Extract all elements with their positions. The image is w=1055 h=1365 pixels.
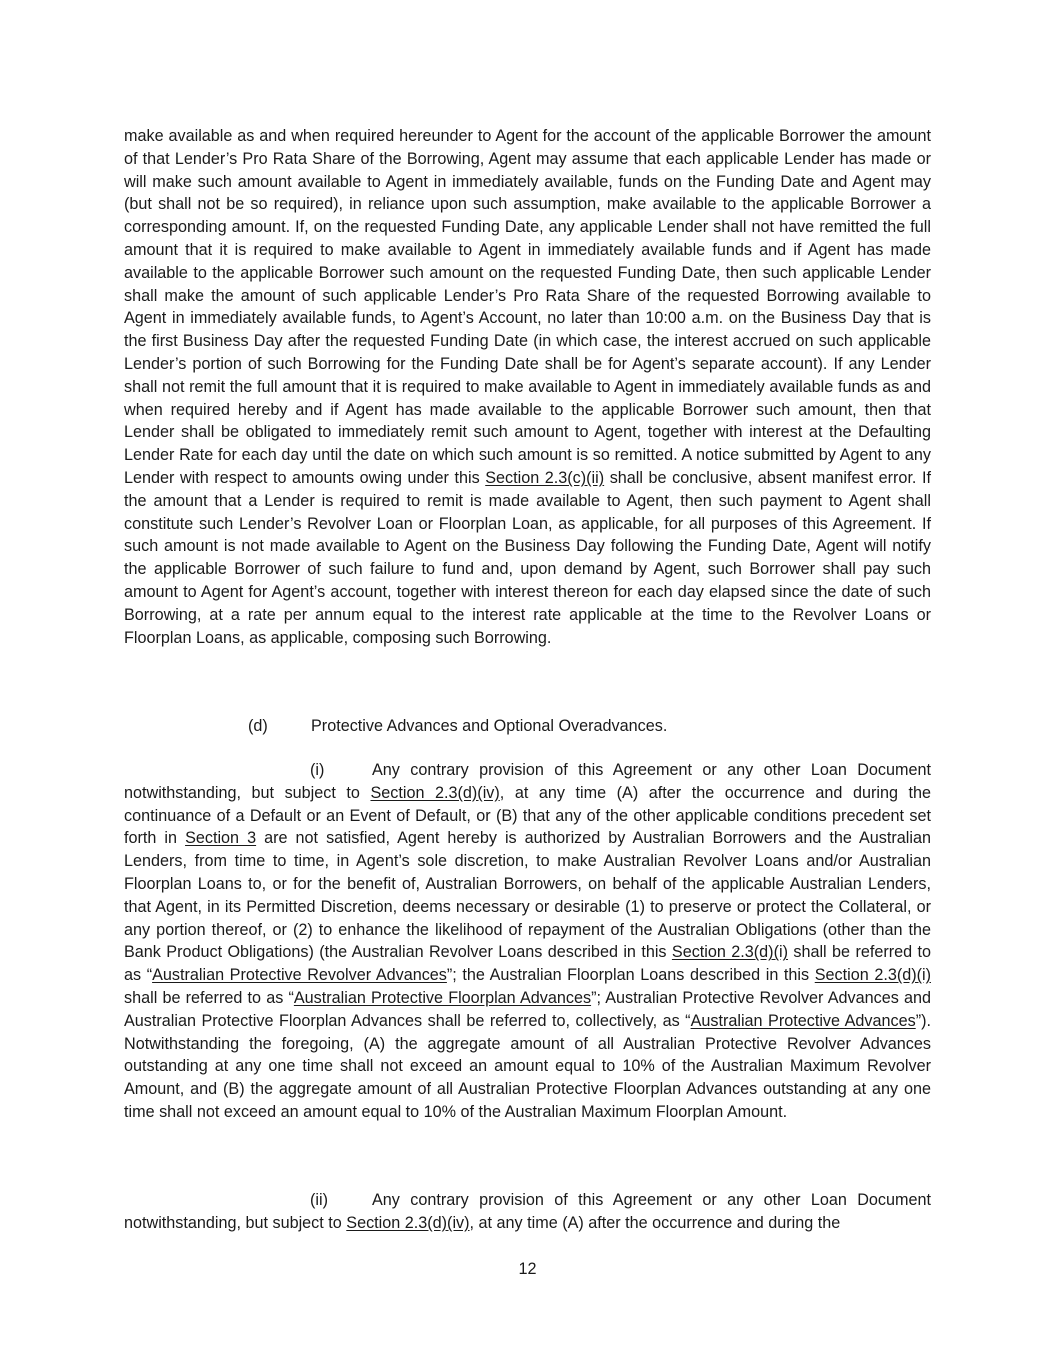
paragraph-section-2-3-d-ii [124, 1189, 931, 1235]
clause-label-i: (i) [310, 761, 325, 779]
defined-term-australian-protective-revolver-advances: Australian Protective Revolver Advances [152, 966, 447, 985]
section-reference-3: Section 3 [185, 829, 257, 848]
section-title-protective-advances: Protective Advances and Optional Overadvances. [311, 717, 668, 735]
paragraph-section-2-3-c-ii-continuation [124, 125, 931, 649]
paragraph-text: ”). Notwithstanding the foregoing, (A) the aggregate amount of all Australian Protective Revolver Advances outstanding at any one time shall not exceed an amount equal to 10% of the Australian Maximum Revolver Amount, and (B) the aggregate amount of all Australian Protective Floorplan Advances outstanding at any one time shall not exceed an amount equal to 10% of the Australian Maximum Floorplan Amount. [124, 1011, 931, 1121]
page-number: 12 [518, 1260, 537, 1278]
paragraph-text: ”; Australian Protective Revolver Advances and Australian Protective Floorplan Advances shall be referred to, collectively, as “ [124, 988, 931, 1030]
paragraph-text: Any contrary provision of this Agreement or any other Loan Document notwithstanding, but subject to [124, 1191, 931, 1232]
paragraph-text: make available as and when required hereunder to Agent for the account of the applicable Borrower the amount of that Lender’s Pro Rata Share of the Borrowing, Agent may assume that each applicable Lender has made or will make such amount available to Agent in immediately available, funds on the Funding Date and Agent may (but shall not be so required), in reliance upon such assumption, make available to the applicable Borrower a corresponding amount. If, on the requested Funding Date, any applicable Lender shall not have remitted the full amount that it is required to make available to Agent in immediately available funds and if Agent has made available to the applicable Borrower such amount on the requested Funding Date, then such applicable Lender shall make the amount of such applicable Lender’s Pro Rata Share of the requested Borrowing available to Agent in immediately available funds, to Agent’s Account, no later than 10:00 a.m. on the Business Day that is the first Business Day after the requested Funding Date (in which case, the interest accrued on such applicable Lender’s portion of such Borrowing for the Funding Date shall be for Agent’s separate account). If any Lender shall not remit the full amount that it is required to make available to Agent in immediately available funds as and when required hereby and if Agent has made available to the applicable Borrower such amount, then that Lender shall be obligated to immediately remit such amount to Agent, together with interest at the Defaulting Lender Rate for each day until the date on which such amount is so remitted. A notice submitted by Agent to any Lender with respect to amounts owing under this [124, 127, 931, 487]
paragraph-text: shall be referred to as “ [124, 988, 294, 1007]
section-reference-2-3-d-iv: Section 2.3(d)(iv) [370, 783, 500, 802]
section-reference-2-3-d-iv: Section 2.3(d)(iv) [346, 1213, 470, 1232]
section-reference-2-3-c-ii: Section 2.3(c)(ii) [485, 468, 605, 487]
paragraph-text: , at any time (A) after the occurrence and during the continuance of a Default or an Event of Default, or (B) that any of the other applicable conditions precedent set forth in [124, 783, 932, 848]
section-heading-d [248, 715, 667, 738]
defined-term-australian-protective-floorplan-advances: Australian Protective Floorplan Advances [293, 988, 592, 1007]
clause-label-ii: (ii) [310, 1191, 328, 1209]
paragraph-text: shall be referred to as “ [124, 943, 932, 985]
section-reference-2-3-d-i: Section 2.3(d)(i) [671, 943, 788, 962]
paragraph-text: are not satisfied, Agent hereby is authorized by Australian Borrowers and the Australian Lenders, from time to time, in Agent’s sole discretion, to make Australian Revolver Loans and/or Australian Floorplan Loans to, or for the benefit of, Australian Borrowers, on behalf of the applicable Australian Lenders, that Agent, in its Permitted Discretion, deems necessary or desirable (1) to preserve or protect the Collateral, or any portion thereof, or (2) to enhance the likelihood of repayment of the Australian Obligations (other than the Bank Product Obligations) (the Australian Revolver Loans described in this [124, 829, 931, 962]
paragraph-text: ”; the Australian Floorplan Loans described in this [446, 966, 815, 985]
section-label-d: (d) [248, 717, 268, 735]
paragraph-text: Any contrary provision of this Agreement or any other Loan Document notwithstanding, but subject to [124, 761, 931, 802]
paragraph-text: shall be conclusive, absent manifest error. If the amount that a Lender is required to remit is made available to Agent, then such payment to Agent shall constitute such Lender’s Revolver Loan or Floorplan Loan, as applicable, for all purposes of this Agreement. If such amount is not made available to Agent on the Business Day following the Funding Date, Agent will notify the applicable Borrower of such failure to fund and, upon demand by Agent, such Borrower shall pay such amount to Agent for Agent’s account, together with interest thereon for each day elapsed since the date of such Borrowing, at a rate per annum equal to the interest rate applicable at the time to the Revolver Loans or Floorplan Loans, as applicable, composing such Borrowing. [124, 468, 931, 647]
paragraph-section-2-3-d-i [124, 759, 931, 1124]
defined-term-australian-protective-advances: Australian Protective Advances [690, 1011, 916, 1030]
section-reference-2-3-d-i: Section 2.3(d)(i) [814, 966, 931, 985]
paragraph-text: , at any time (A) after the occurrence and during the [469, 1213, 841, 1232]
